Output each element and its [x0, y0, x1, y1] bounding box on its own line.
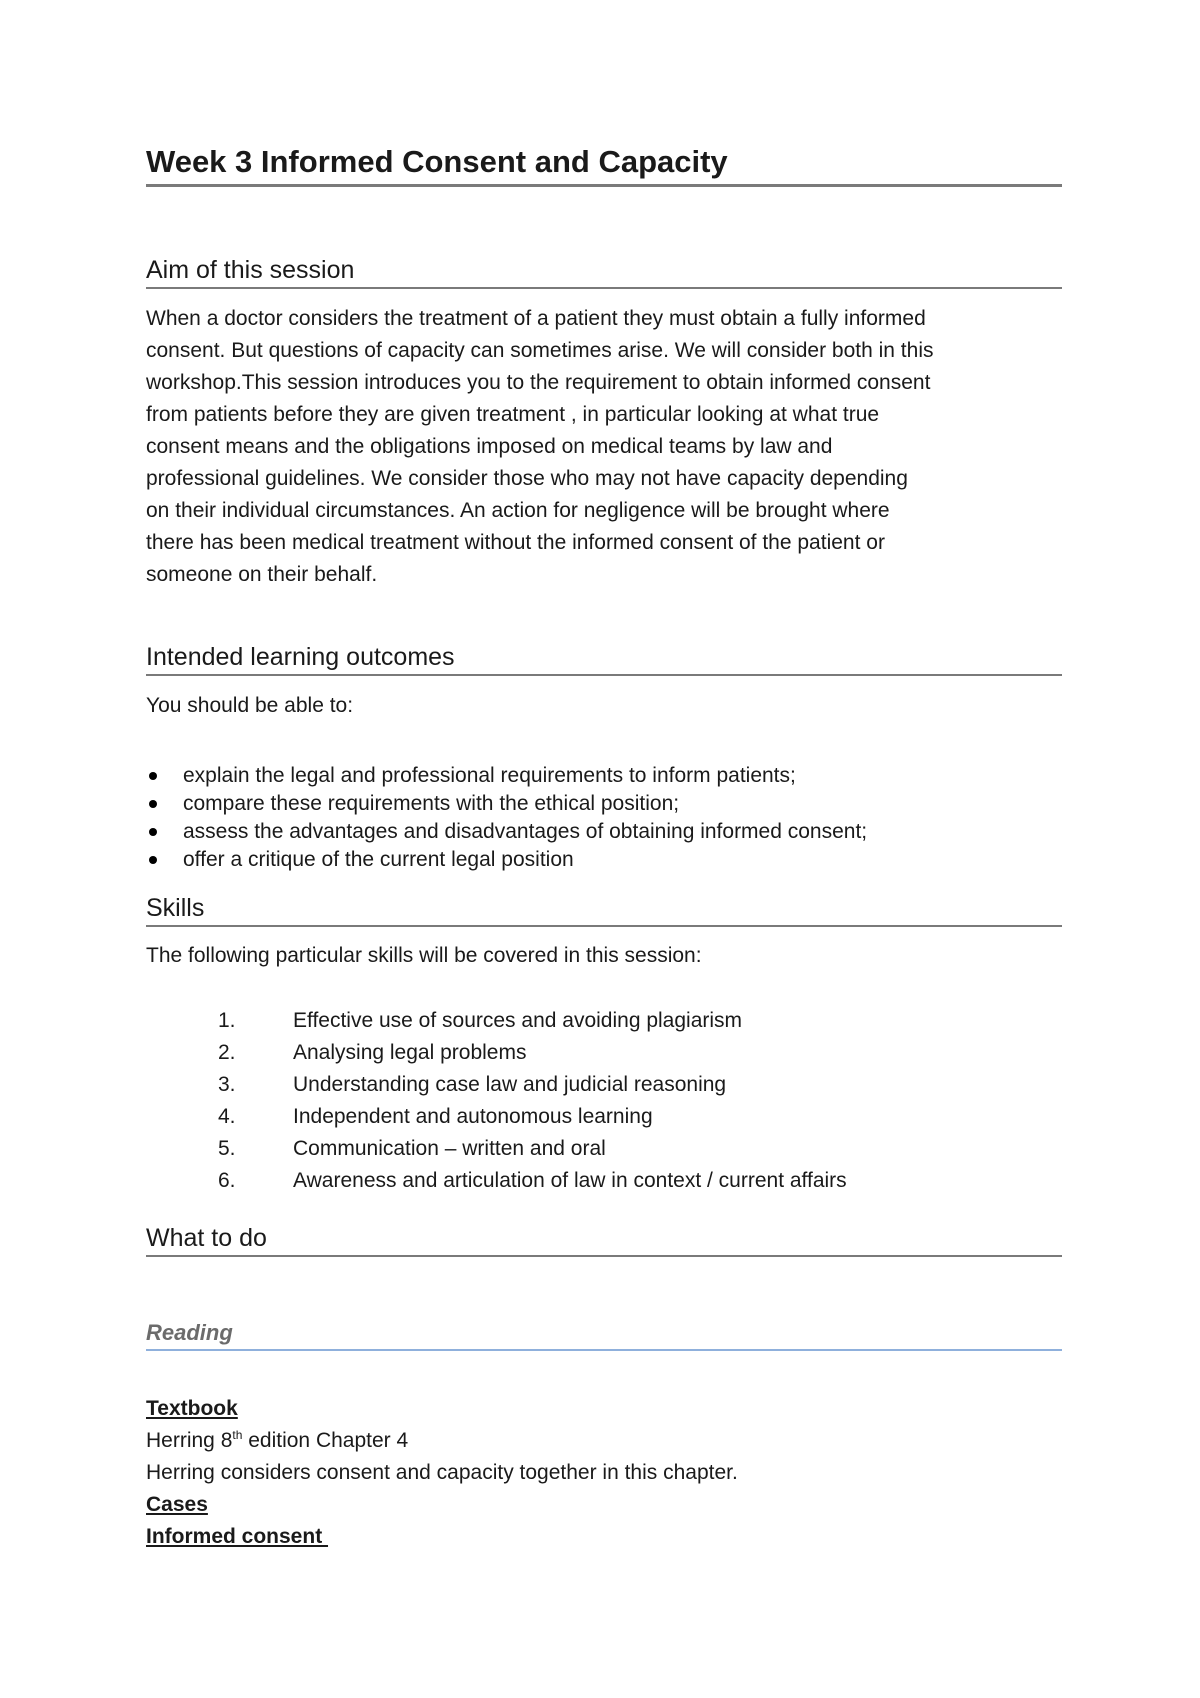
outcomes-list: [146, 762, 1062, 874]
aim-line: someone on their behalf.: [146, 563, 378, 586]
document-title: Week 3 Informed Consent and Capacity: [146, 142, 1062, 187]
aim-heading: Aim of this session: [146, 254, 1062, 289]
aim-line: workshop.This session introduces you to the requirement to obtain informed consent: [146, 371, 931, 394]
bullet-icon: [149, 828, 157, 836]
textbook-reference: Herring 8th edition Chapter 4: [146, 1428, 409, 1452]
outcome-item: compare these requirements with the ethical position;: [146, 790, 1062, 818]
cases-label: Cases: [146, 1493, 208, 1516]
aim-line: When a doctor considers the treatment of a patient they must obtain a fully informed: [146, 307, 926, 330]
skill-item: 2. Analysing legal problems: [218, 1041, 527, 1064]
informed-consent-label: Informed consent: [146, 1525, 329, 1548]
skill-item: 1. Effective use of sources and avoiding plagiarism: [218, 1009, 743, 1032]
reading-section: [146, 1393, 1062, 1553]
skill-item: 4. Independent and autonomous learning: [218, 1105, 653, 1128]
skills-intro: The following particular skills will be covered in this session:: [146, 944, 702, 967]
aim-line: on their individual circumstances. An action for negligence will be brought where: [146, 499, 890, 522]
outcomes-intro: You should be able to:: [146, 694, 354, 717]
skills-list: [146, 1005, 1062, 1197]
skill-item: 6. Awareness and articulation of law in context / current affairs: [218, 1169, 847, 1192]
aim-line: from patients before they are given treatment , in particular looking at what true: [146, 403, 880, 426]
bullet-icon: [149, 856, 157, 864]
textbook-label: Textbook: [146, 1397, 238, 1420]
bullet-icon: [149, 800, 157, 808]
outcome-item: assess the advantages and disadvantages of obtaining informed consent;: [146, 818, 1062, 846]
aim-paragraph: [146, 303, 1062, 591]
outcome-item: explain the legal and professional requirements to inform patients;: [146, 762, 1062, 790]
reading-heading: Reading: [146, 1318, 1062, 1351]
aim-line: there has been medical treatment without the informed consent of the patient or: [146, 531, 885, 554]
textbook-note: Herring considers consent and capacity together in this chapter.: [146, 1461, 738, 1484]
skills-heading: Skills: [146, 892, 1062, 927]
outcome-item: offer a critique of the current legal position: [146, 846, 1062, 874]
aim-line: consent. But questions of capacity can sometimes arise. We will consider both in this: [146, 339, 934, 362]
outcomes-heading: Intended learning outcomes: [146, 641, 1062, 676]
bullet-icon: [149, 772, 157, 780]
what-to-do-heading: What to do: [146, 1222, 1062, 1257]
aim-line: consent means and the obligations imposed on medical teams by law and: [146, 435, 833, 458]
aim-line: professional guidelines. We consider those who may not have capacity depending: [146, 467, 908, 490]
skill-item: 5. Communication – written and oral: [218, 1137, 606, 1160]
skill-item: 3. Understanding case law and judicial reasoning: [218, 1073, 727, 1096]
